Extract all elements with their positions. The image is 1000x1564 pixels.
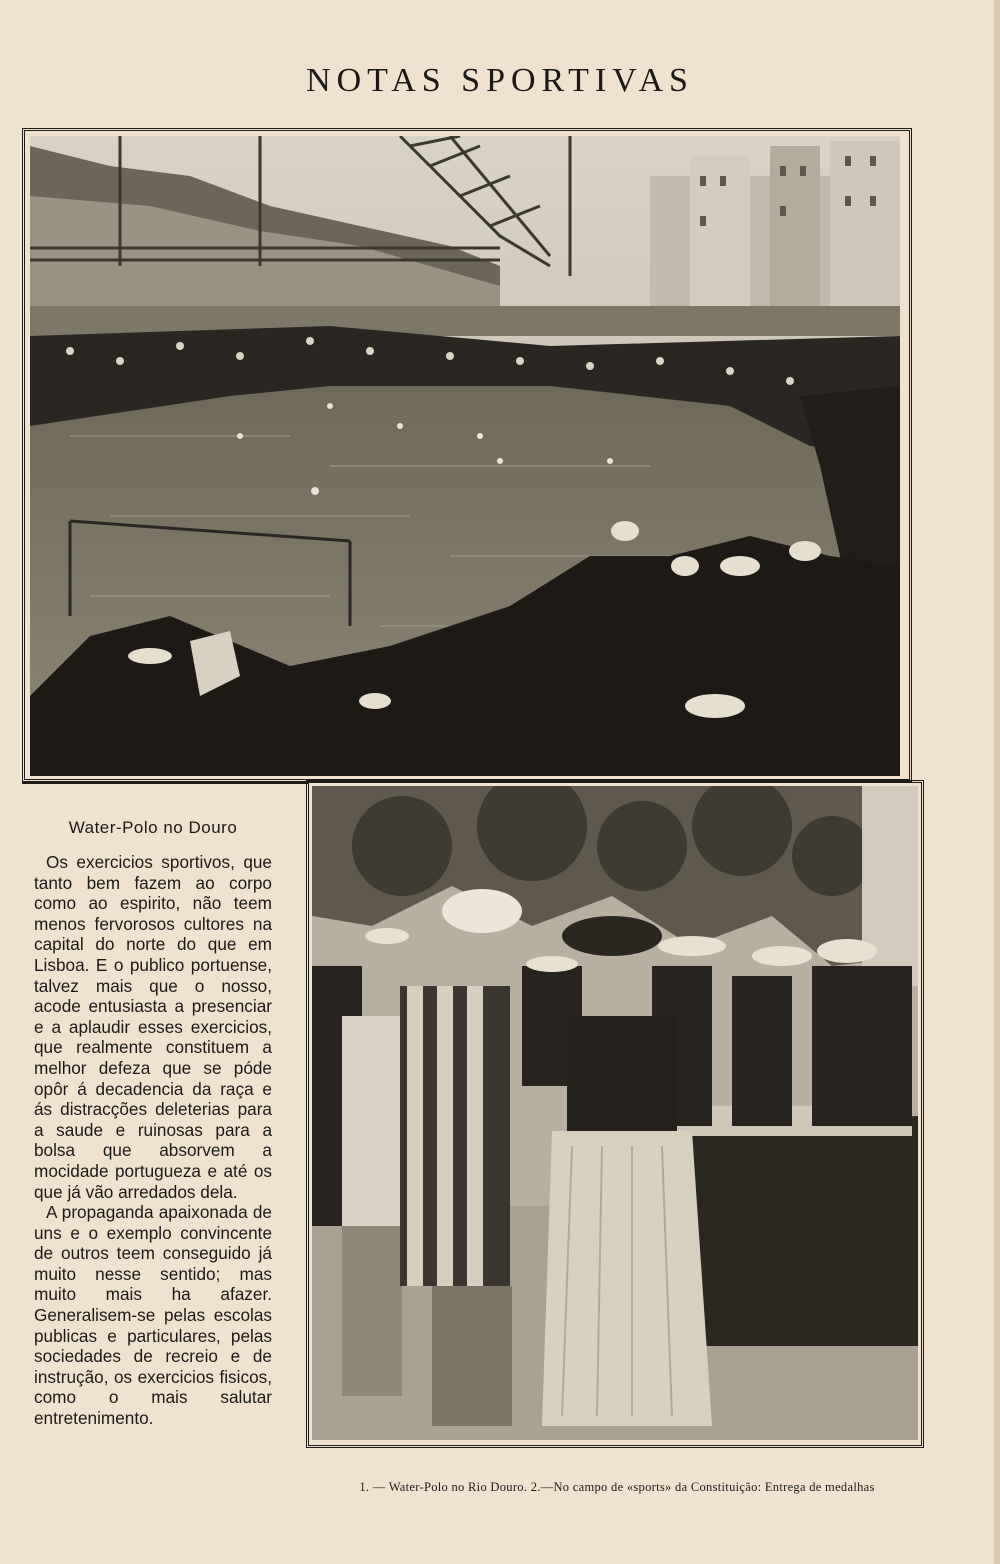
column-divider (22, 782, 308, 784)
scan-edge (994, 0, 1000, 1564)
water-polo-photo (30, 136, 900, 776)
article-water-polo (34, 818, 272, 1429)
article-paragraph-2: A propaganda apaixonada de uns e o exemplo convincente de outros teem conseguido já muito nesse sentido; mas muito mais ha afazer. Generalisem-se pelas escolas publicas e particulares, pelas sociedades de recreio e de instrução, os exercicios fisicos, como o mais salutar entretenimento. (34, 1202, 272, 1429)
medals-photo (312, 786, 918, 1440)
page-title: NOTAS SPORTIVAS (306, 62, 694, 99)
photo-caption: 1. — Water-Polo no Rio Douro. 2.—No campo de «sports» da Constituição: Entrega de medalhas (359, 1480, 875, 1494)
article-paragraph-1: Os exercicios sportivos, que tanto bem fazem ao corpo como ao espirito, não teem menos fervorosos cultores na capital do norte do que em Lisboa. E o publico portuense, talvez mais que o nosso, acode entusiasta a presenciar e a aplaudir esses exercicios, que realmente constituem a melhor defeza que se póde opôr á decadencia da raça e ás distracções deleterias para a saude e ruinosas para a bolsa que absorvem a mocidade portugueza e até os que já vão arredados dela. (34, 852, 272, 1202)
article-heading: Water-Polo no Douro (68, 818, 238, 837)
